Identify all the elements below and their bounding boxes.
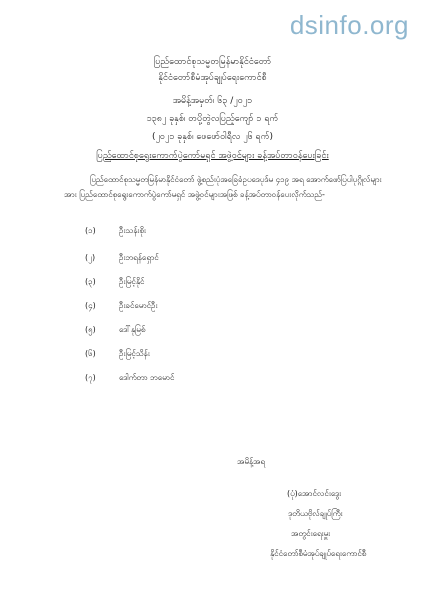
member-item xyxy=(85,252,159,264)
signer-office: နိုင်ငံတော်စီမံအုပ်ချုပ်ရေးကောင်စီ xyxy=(270,549,367,558)
member-item xyxy=(85,276,144,288)
signer-rank: ဒုတိယဗိုလ်ချုပ်ကြီး xyxy=(288,509,343,518)
member-name: ဒေါ်နုမြစ် xyxy=(119,325,146,334)
by-order-text: အမိန့်အရ xyxy=(237,457,265,466)
member-name: ဒေါက်တာ ဘမောင် xyxy=(119,373,175,382)
member-item xyxy=(85,300,158,312)
signer-title: အတွင်းရေးမှူး xyxy=(291,529,331,538)
member-item xyxy=(85,348,150,360)
myanmar-date: ၁၃၈၂ ခုနှစ်၊ တပို့တွဲလပြည့်ကျော် ၁ ရက် xyxy=(146,114,279,124)
watermark-text: dsinfo.org xyxy=(289,10,409,40)
member-number: (၂) xyxy=(85,253,96,262)
government-heading: ပြည်ထောင်စုသမ္မတမြန်မာနိုင်ငံတော် xyxy=(153,57,272,67)
signed-name: (ပုံ)အောင်လင်းဒွေး xyxy=(287,489,342,498)
member-name: ဦးမြင့်နိုင် xyxy=(119,277,145,286)
member-name: ဦးခင်မောင်ဦး xyxy=(119,301,158,310)
notification-number: အမိန့်အမှတ်၊ ၆၃ /၂၀၂၁ xyxy=(172,96,253,106)
member-item xyxy=(85,324,145,336)
member-number: (၄) xyxy=(85,301,96,310)
member-number: (၆) xyxy=(85,349,96,358)
member-item xyxy=(85,372,174,384)
member-item xyxy=(85,225,146,237)
body-paragraph-text: ပြည်ထောင်စုသမ္မတမြန်မာနိုင်ငံတော် ဖွဲ့စည်းပုံအခြေခံဥပဒေပုဒ်မ ၄၁၉ အရ အောက်ဖော်ပြပါပုဂ္ဂိုလ်များအား ပြည်ထောင်စုရွေးကောက်ပွဲကော်မရှင် အဖွဲ့ဝင်များအဖြစ် ခန့်အပ်တာဝန်ပေးလိုက်သည်- xyxy=(64,175,382,199)
office-heading: နိုင်ငံတော်စီမံအုပ်ချုပ်ရေးကောင်စီ xyxy=(158,73,267,83)
member-name: ဦးသန်းစိုး xyxy=(119,226,146,235)
member-name: ဦးမြင့်သိန်း xyxy=(119,349,150,358)
subject-heading: ပြည်ထောင်စုရွေးကောက်ပွဲကော်မရှင် အဖွဲ့ဝင်များ ခန့်အပ်တာဝန်ပေးခြင်း xyxy=(96,151,329,161)
body-paragraph xyxy=(64,172,382,202)
member-number: (၅) xyxy=(85,325,96,334)
gregorian-date: (၂၀၂၁ ခုနှစ်၊ ဖေဖော်ဝါရီလ ၂၆ ရက်) xyxy=(151,132,274,142)
member-number: (၁) xyxy=(85,226,96,235)
signature-block xyxy=(0,487,425,561)
member-number: (၃) xyxy=(85,277,96,286)
member-number: (၇) xyxy=(85,373,96,382)
member-name: ဦးဘရန်ရှောင် xyxy=(119,253,159,262)
